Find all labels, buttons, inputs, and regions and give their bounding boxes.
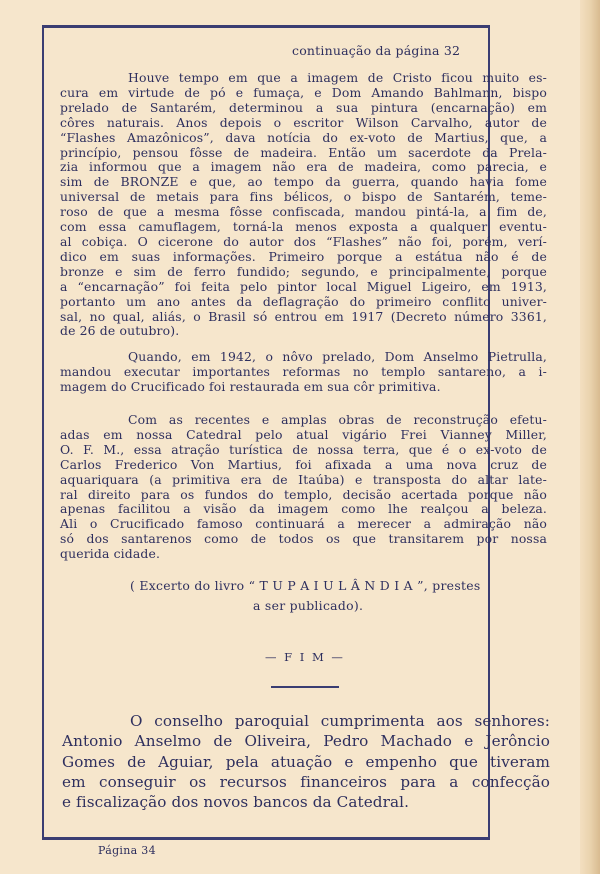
text-line: princípio, pensou fôsse de madeira. Então um sacerdote da Prela- (60, 144, 547, 160)
acknowledgement-paragraph (62, 711, 550, 812)
continuation-note: continuação da página 32 (292, 43, 461, 58)
text-line: magem do Crucificado foi restaurada em sua côr primitiva. (60, 378, 441, 394)
text-line: Ali o Crucificado famoso continuará a merecer a admiração não (60, 516, 547, 532)
text-line: Com as recentes e amplas obras de reconstrução efetu- (128, 412, 547, 427)
text-line: Gomes de Aguiar, pela atuação e empenho que tiveram (62, 752, 550, 771)
text-line: roso de que a mesma fôsse confiscada, mandou pintá-la, a fim de, (60, 204, 547, 220)
text-line: O conselho paroquial cumprimenta aos senhores: (130, 712, 550, 730)
text-line: e fiscalização dos novos bancos da Catedral. (62, 793, 410, 812)
text-line: cura em virtude de pó e fumaça, e Dom Amando Bahlmann, bispo (60, 84, 547, 100)
text-line: bronze e sim de ferro fundido; segundo, e principalmente, porque (60, 263, 547, 279)
text-line: al cobiça. O cicerone do autor dos “Flashes” não foi, porém, verí- (60, 233, 547, 249)
text-line: zia informou que a imagem não era de madeira, como parecia, e (60, 159, 547, 175)
text-line: universal de metais para fins bélicos, o bispo de Santarém, teme- (60, 189, 547, 205)
text-line: “Flashes Amazônicos”, dava notícia do ex-voto de Martius, que, a (60, 129, 547, 145)
end-marker-text: — F I M — (265, 650, 345, 664)
paragraph-cristo-image (60, 71, 547, 339)
excerpt-note-line-2: a ser publicado). (253, 598, 364, 613)
text-line: dico em suas informações. Primeiro porque a estátua não é de (60, 248, 547, 264)
paragraph-cathedral-works (60, 413, 547, 562)
text-line: a “encarnação” foi feita pelo pintor local Miguel Ligeiro, em 1913, (60, 278, 547, 294)
text-line: querida cidade. (60, 546, 161, 562)
text-line: portanto um ano antes da deflagração do primeiro conflito univer- (60, 293, 547, 309)
text-line: sal, no qual, aliás, o Brasil só entrou em 1917 (Decreto número 3361, (60, 308, 547, 324)
text-line: Antonio Anselmo de Oliveira, Pedro Machado e Jerôncio (62, 732, 550, 751)
text-line: O. F. M., essa atração turística de nossa terra, que é o ex-voto de (60, 441, 547, 457)
text-line: sim de BRONZE e que, ao tempo da guerra, quando havia fome (60, 174, 547, 190)
text-line: Houve tempo em que a imagem de Cristo ficou muito es- (128, 70, 547, 85)
text-line: Carlos Frederico Von Martius, foi afixada a uma nova cruz de (60, 456, 547, 472)
text-line: em conseguir os recursos financeiros para a confecção (62, 772, 550, 791)
paragraph-restoration-1942 (60, 350, 547, 395)
text-line: prelado de Santarém, determinou a sua pintura (encarnação) em (60, 99, 547, 115)
text-line: de 26 de outubro). (60, 323, 180, 339)
text-line: aquariquara (a primitiva era de Itaúba) e transposta do altar late- (60, 471, 547, 487)
text-line: ral direito para os fundos do templo, decisão acertada porque não (60, 486, 547, 502)
separator-rule (271, 686, 339, 688)
text-line: mandou executar importantes reformas no templo santareno, a i- (60, 363, 547, 379)
text-line: apenas facilitou a visão da imagem como lhe realçou a beleza. (60, 501, 547, 517)
page-number: Página 34 (98, 844, 156, 857)
excerpt-note-line-1: ( Excerto do livro “ T U P A I U L Â N D I A ”, prestes (130, 578, 481, 593)
text-line: com essa camuflagem, torná-la menos exposta a qualquer eventu- (60, 219, 547, 235)
text-line: côres naturais. Anos depois o escritor Wilson Carvalho, autor de (60, 114, 547, 130)
text-line: adas em nossa Catedral pelo atual vigário Frei Vianney Miller, (60, 426, 547, 442)
text-line: Quando, em 1942, o nôvo prelado, Dom Anselmo Pietrulla, (128, 349, 547, 364)
book-spine-shadow (580, 0, 600, 874)
text-line: só dos santarenos como de todos os que transitarem por nossa (60, 531, 547, 547)
